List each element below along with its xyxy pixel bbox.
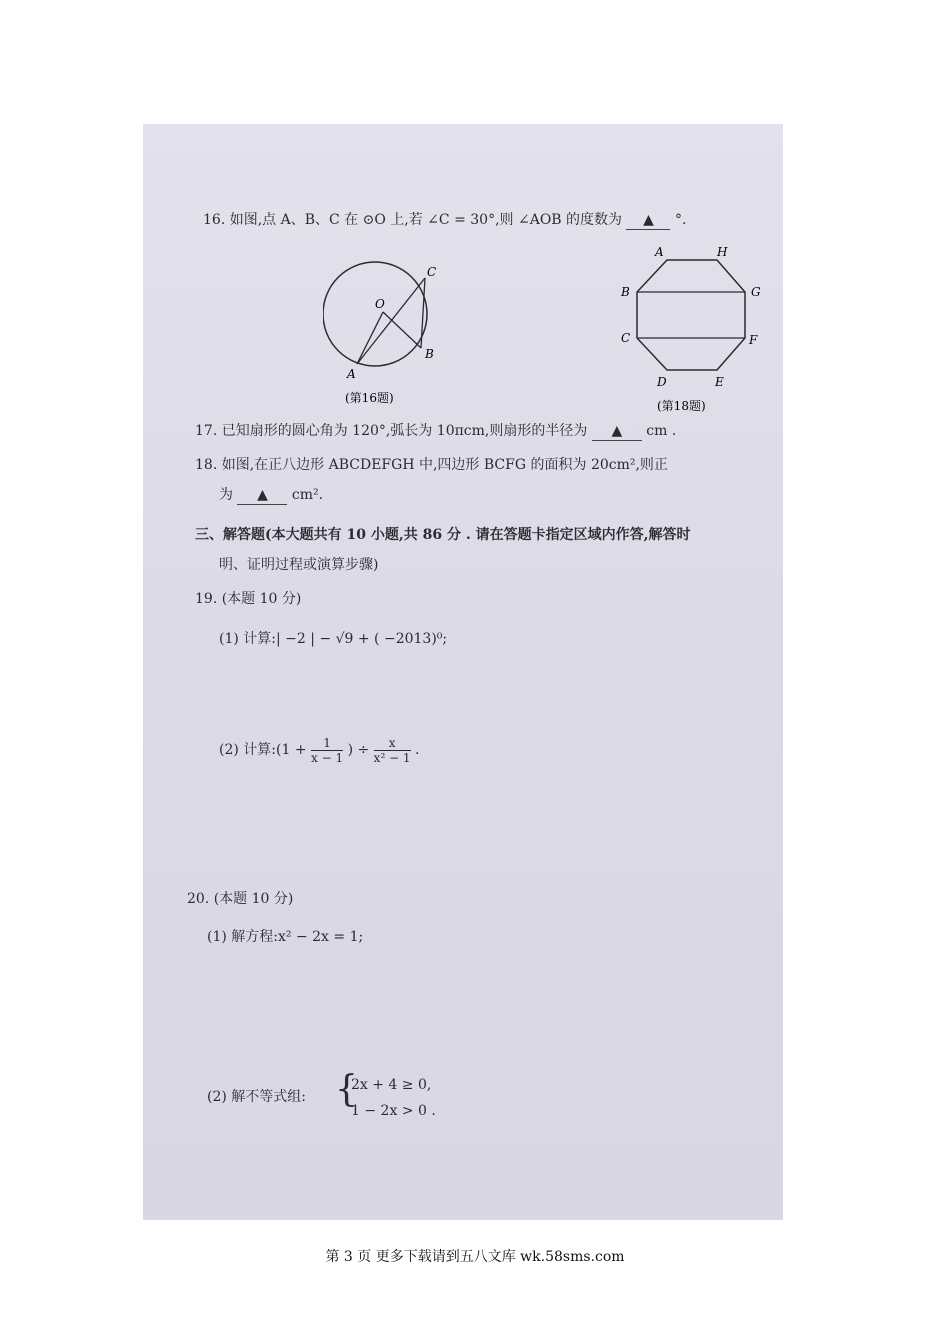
segment-cb — [421, 278, 425, 348]
scanned-page-photo — [143, 124, 783, 1220]
label-c: C — [621, 331, 631, 345]
fraction-2-numerator: x — [374, 736, 411, 751]
label-a: A — [347, 367, 356, 381]
label-c: C — [427, 265, 437, 279]
question-16 — [203, 211, 686, 230]
q19-p2-prefix: (2) 计算:(1 + — [219, 742, 307, 758]
segment-ac — [357, 278, 425, 364]
label-b: B — [621, 285, 630, 299]
label-o: O — [375, 297, 385, 311]
figure-18-caption: (第18题) — [657, 399, 706, 413]
inequality-2: 1 − 2x > 0 . — [351, 1103, 436, 1119]
question-20-part1: (1) 解方程:x² − 2x = 1; — [207, 929, 364, 945]
label-h: H — [717, 245, 728, 259]
circle-o — [323, 262, 427, 366]
question-18-line1: 18. 如图,在正八边形 ABCDEFGH 中,四边形 BCFG 的面积为 20cm²,则正 — [195, 457, 668, 473]
inequality-1: 2x + 4 ≥ 0, — [351, 1077, 432, 1093]
fraction-2 — [374, 736, 411, 765]
label-g: G — [751, 285, 761, 299]
segment-ao — [357, 312, 383, 364]
question-19-part1: (1) 计算:| −2 | − √9 + ( −2013)⁰; — [219, 631, 448, 647]
question-18-tail: cm². — [291, 487, 324, 503]
section-3-heading-line2: 明、证明过程或演算步骤) — [219, 557, 379, 573]
fraction-1 — [311, 736, 343, 765]
fraction-2-denominator: x² − 1 — [373, 750, 411, 765]
answer-blank: ▲ — [626, 211, 670, 230]
question-17-tail: cm . — [646, 423, 677, 439]
answer-blank: ▲ — [237, 486, 287, 505]
q19-p2-middle: ) ÷ — [347, 742, 370, 758]
question-16-text: 16. 如图,点 A、B、C 在 ⊙O 上,若 ∠C = 30°,则 ∠AOB 的度数为 — [203, 212, 623, 228]
figure-16-circle — [323, 260, 453, 408]
q20-p2-prefix: (2) 解不等式组: — [207, 1089, 306, 1105]
label-d: D — [657, 375, 667, 389]
fraction-1-denominator: x − 1 — [311, 750, 344, 765]
question-18-line2 — [219, 486, 323, 505]
section-3-heading-line1: 三、解答题(本大题共有 10 小题,共 86 分 . 请在答题卡指定区域内作答,解答时 — [195, 527, 691, 543]
question-17-text: 17. 已知扇形的圆心角为 120°,弧长为 10πcm,则扇形的半径为 — [195, 423, 588, 439]
label-a: A — [655, 245, 664, 259]
figure-18-octagon — [615, 244, 783, 416]
label-f: F — [749, 333, 758, 347]
label-e: E — [715, 375, 724, 389]
brace-symbol: { — [335, 1069, 358, 1110]
question-16-tail: °. — [674, 212, 687, 228]
answer-blank: ▲ — [592, 422, 642, 441]
octagon-abcdefgh — [637, 260, 745, 370]
question-20-title: 20. (本题 10 分) — [187, 891, 294, 907]
question-18-pre: 为 — [219, 487, 233, 503]
page-footer: 第 3 页 更多下载请到五八文库 wk.58sms.com — [325, 1249, 625, 1265]
question-19-title: 19. (本题 10 分) — [195, 591, 302, 607]
question-17 — [195, 422, 676, 441]
q19-p2-tail: . — [415, 742, 420, 758]
label-b: B — [425, 347, 434, 361]
fraction-1-numerator: 1 — [311, 736, 343, 751]
segment-ob — [383, 312, 421, 348]
question-19-part2 — [219, 732, 419, 768]
figure-16-caption: (第16题) — [345, 391, 394, 405]
